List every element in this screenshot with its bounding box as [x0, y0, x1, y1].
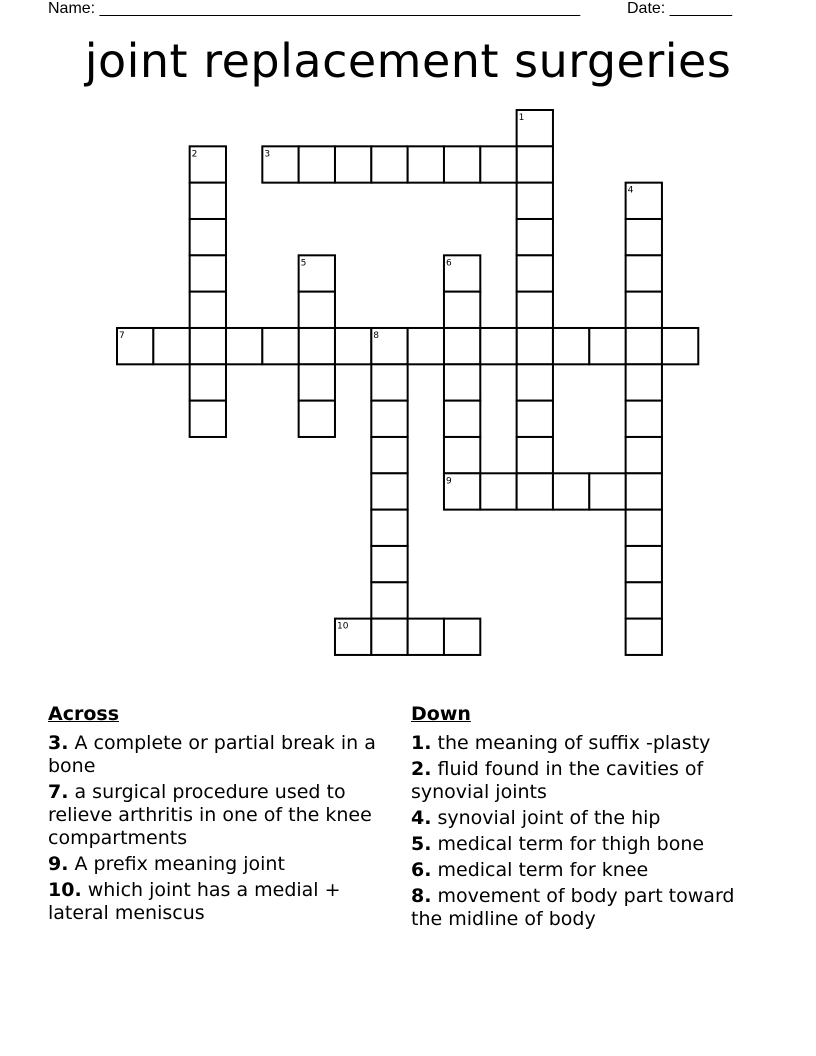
grid-cell[interactable]	[517, 401, 553, 437]
grid-cell[interactable]	[190, 219, 226, 255]
grid-cell[interactable]	[517, 328, 553, 364]
date-line[interactable]: Date: _______	[627, 0, 732, 17]
grid-cell[interactable]	[444, 619, 480, 655]
clue-text: which joint has a medial + lateral meniscus	[48, 879, 341, 924]
grid-cell[interactable]	[444, 146, 480, 182]
clue-number: 7.	[48, 781, 69, 803]
grid-cell[interactable]	[626, 619, 662, 655]
clue-number-label: 1	[518, 113, 525, 123]
grid-cell[interactable]	[626, 401, 662, 437]
grid-cell[interactable]	[553, 328, 589, 364]
grid-cell[interactable]	[626, 437, 662, 473]
clue-number: 10.	[48, 879, 82, 901]
grid-cell[interactable]	[589, 473, 625, 509]
down-clue	[411, 859, 771, 882]
clue-number: 2.	[411, 758, 432, 780]
puzzle-title: joint replacement surgeries	[84, 34, 732, 88]
grid-cell[interactable]	[480, 473, 516, 509]
grid-cell[interactable]	[626, 255, 662, 291]
grid-cell[interactable]	[517, 437, 553, 473]
name-line[interactable]: Name: ______________________________________________________	[48, 0, 581, 17]
grid-cell[interactable]	[480, 146, 516, 182]
grid-cell[interactable]	[408, 146, 444, 182]
clue-number-label: 3	[264, 149, 271, 160]
clue-number-label: 8	[373, 330, 380, 341]
grid-cell[interactable]	[299, 401, 335, 437]
down-clues	[411, 703, 771, 934]
grid-cell[interactable]	[408, 328, 444, 364]
grid-cell[interactable]	[371, 582, 407, 618]
grid-cell[interactable]	[299, 364, 335, 400]
grid-cell[interactable]	[444, 328, 480, 364]
grid-cell[interactable]	[517, 364, 553, 400]
grid-cell[interactable]	[190, 292, 226, 328]
clue-text: medical term for thigh bone	[437, 833, 705, 855]
grid-cell[interactable]	[190, 328, 226, 364]
grid-cell[interactable]	[626, 364, 662, 400]
clue-number: 4.	[411, 807, 432, 829]
clue-text: movement of body part toward the midline of body	[411, 885, 735, 930]
grid-cell[interactable]	[553, 473, 589, 509]
grid-cell[interactable]	[371, 510, 407, 546]
grid-cell[interactable]	[371, 473, 407, 509]
clue-text: A prefix meaning joint	[74, 853, 285, 875]
grid-cell[interactable]	[262, 328, 298, 364]
grid-cell[interactable]	[371, 437, 407, 473]
clue-text: synovial joint of the hip	[437, 807, 661, 829]
grid-cell[interactable]	[190, 255, 226, 291]
grid-cell[interactable]	[626, 510, 662, 546]
grid-cell[interactable]	[190, 401, 226, 437]
clue-text: fluid found in the cavities of synovial joints	[411, 758, 704, 803]
grid-cell[interactable]	[444, 401, 480, 437]
grid-cell[interactable]	[517, 183, 553, 219]
grid-cell[interactable]	[444, 364, 480, 400]
grid-cell[interactable]	[299, 328, 335, 364]
grid-cell[interactable]	[480, 328, 516, 364]
grid-cell[interactable]	[153, 328, 189, 364]
grid-cell[interactable]	[626, 292, 662, 328]
clue-number-label: 7	[119, 330, 125, 341]
across-heading: Across	[48, 703, 120, 725]
down-clue	[411, 833, 771, 856]
clue-number: 8.	[411, 885, 432, 907]
grid-cell[interactable]	[662, 328, 698, 364]
across-clue	[48, 732, 388, 778]
across-clue	[48, 853, 388, 876]
down-clue	[411, 732, 771, 755]
clue-number: 5.	[411, 833, 432, 855]
clue-number-label: 5	[300, 258, 307, 269]
grid-cell[interactable]	[626, 328, 662, 364]
clue-number: 1.	[411, 732, 432, 754]
clue-text: the meaning of suffix -plasty	[437, 732, 711, 754]
clue-number-label: 2	[191, 149, 198, 160]
clue-number: 3.	[48, 732, 69, 754]
across-clue	[48, 781, 388, 850]
grid-cell[interactable]	[626, 582, 662, 618]
grid-cell[interactable]	[517, 255, 553, 291]
down-clue	[411, 885, 771, 931]
grid-cell[interactable]	[335, 146, 371, 182]
grid-cell[interactable]	[190, 364, 226, 400]
clue-text: medical term for knee	[437, 859, 649, 881]
grid-cell[interactable]	[626, 473, 662, 509]
down-clue	[411, 807, 771, 830]
across-clues	[48, 703, 388, 928]
down-heading: Down	[411, 703, 471, 725]
grid-cell[interactable]	[371, 546, 407, 582]
grid-cell[interactable]	[589, 328, 625, 364]
clue-number-label: 9	[445, 476, 452, 487]
grid-cell[interactable]	[517, 292, 553, 328]
grid-cell[interactable]	[371, 619, 407, 655]
down-clue	[411, 758, 771, 804]
clue-text: A complete or partial break in a bone	[48, 732, 376, 777]
grid-cell[interactable]	[371, 364, 407, 400]
clue-number: 6.	[411, 859, 432, 881]
grid-cell[interactable]	[517, 146, 553, 182]
clue-number-label: 10	[336, 621, 349, 632]
clue-number-label: 6	[445, 258, 452, 269]
grid-cell[interactable]	[517, 473, 553, 509]
across-clue	[48, 879, 388, 925]
grid-cell[interactable]	[444, 292, 480, 328]
grid-cell[interactable]	[335, 328, 371, 364]
grid-cell[interactable]	[226, 328, 262, 364]
grid-cell[interactable]	[408, 619, 444, 655]
grid-cell[interactable]	[626, 219, 662, 255]
grid-cell[interactable]	[626, 546, 662, 582]
grid-cell[interactable]	[517, 219, 553, 255]
clue-text: a surgical procedure used to relieve arthritis in one of the knee compartments	[48, 781, 372, 849]
grid-cell[interactable]	[299, 146, 335, 182]
grid-cell[interactable]	[371, 401, 407, 437]
grid-cell[interactable]	[299, 292, 335, 328]
grid-cell[interactable]	[444, 437, 480, 473]
grid-cell[interactable]	[190, 183, 226, 219]
clue-number: 9.	[48, 853, 69, 875]
clue-number-label: 4	[627, 185, 634, 196]
grid-cell[interactable]	[371, 146, 407, 182]
